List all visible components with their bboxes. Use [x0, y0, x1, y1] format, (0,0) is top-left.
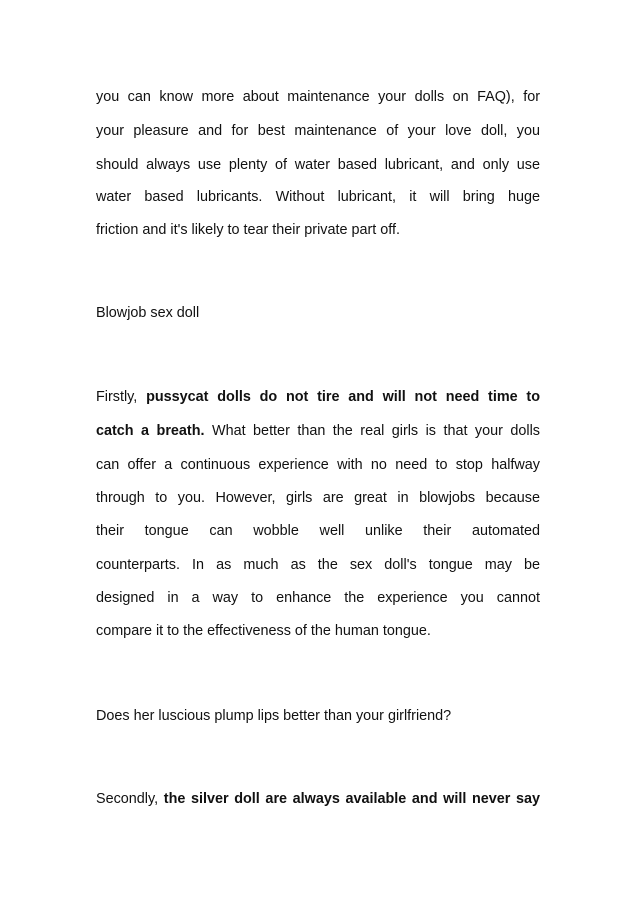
paragraph-2-line-1-wrap: [96, 387, 540, 407]
section-heading-lips-text: Does her luscious plump lips better than your girlfriend?: [96, 708, 452, 724]
paragraph-1-line-2-text: your pleasure and for best maintenance of your love doll, you: [96, 123, 540, 139]
paragraph-1-line-5: [96, 220, 540, 240]
paragraph-2-line-3-text: can offer a continuous experience with no need to stop halfway: [96, 457, 540, 473]
paragraph-2-line-6-text: counterparts. In as much as the sex doll's tongue may be: [96, 557, 540, 573]
paragraph-2-line-2-wrap: [96, 421, 540, 441]
paragraph-1-line-2: [96, 121, 540, 141]
paragraph-2-line-4: [96, 488, 540, 508]
paragraph-2-line-7: [96, 588, 540, 608]
paragraph-3-line-1-prefix: Secondly,: [96, 791, 159, 807]
paragraph-2-line-2-rest: What better than the real girls is that your dolls: [212, 423, 540, 439]
section-heading-lips: [96, 706, 540, 726]
paragraph-2-line-1-prefix: Firstly,: [96, 389, 138, 405]
paragraph-1-line-5-text: friction and it's likely to tear their private part off.: [96, 222, 401, 238]
paragraph-1-line-4: [96, 187, 540, 207]
paragraph-3-line-1-wrap: [96, 789, 540, 809]
paragraph-1-line-3-text: should always use plenty of water based lubricant, and only use: [96, 157, 540, 173]
paragraph-1-line-1: [96, 87, 540, 107]
paragraph-2-line-2: [96, 421, 540, 441]
paragraph-3-line-1-bold: the silver doll are always available and will never say: [163, 791, 540, 807]
paragraph-2-line-7-text: designed in a way to enhance the experience you cannot: [96, 590, 540, 606]
paragraph-2-line-5-text: their tongue can wobble well unlike their automated: [96, 523, 540, 539]
section-heading-blowjob-text: Blowjob sex doll: [96, 305, 200, 321]
paragraph-1-line-1-text: you can know more about maintenance your dolls on FAQ), for: [96, 89, 540, 105]
paragraph-1-line-4-text: water based lubricants. Without lubricant, it will bring huge: [96, 189, 540, 205]
section-heading-blowjob: [96, 303, 540, 323]
paragraph-2-line-8-text: compare it to the effectiveness of the human tongue.: [96, 623, 431, 639]
paragraph-2-line-2-bold: catch a breath.: [96, 423, 205, 439]
paragraph-2-line-3: [96, 455, 540, 475]
paragraph-1-line-3: [96, 155, 540, 175]
paragraph-2-line-1-bold: pussycat dolls do not tire and will not need time to: [146, 389, 540, 405]
paragraph-2-line-1: [96, 387, 540, 407]
paragraph-3-line-1: [96, 789, 540, 809]
paragraph-2-line-8: [96, 621, 540, 641]
paragraph-2-line-4-text: through to you. However, girls are great in blowjobs because: [96, 490, 540, 506]
paragraph-2-line-5: [96, 521, 540, 541]
paragraph-2-line-6: [96, 555, 540, 575]
